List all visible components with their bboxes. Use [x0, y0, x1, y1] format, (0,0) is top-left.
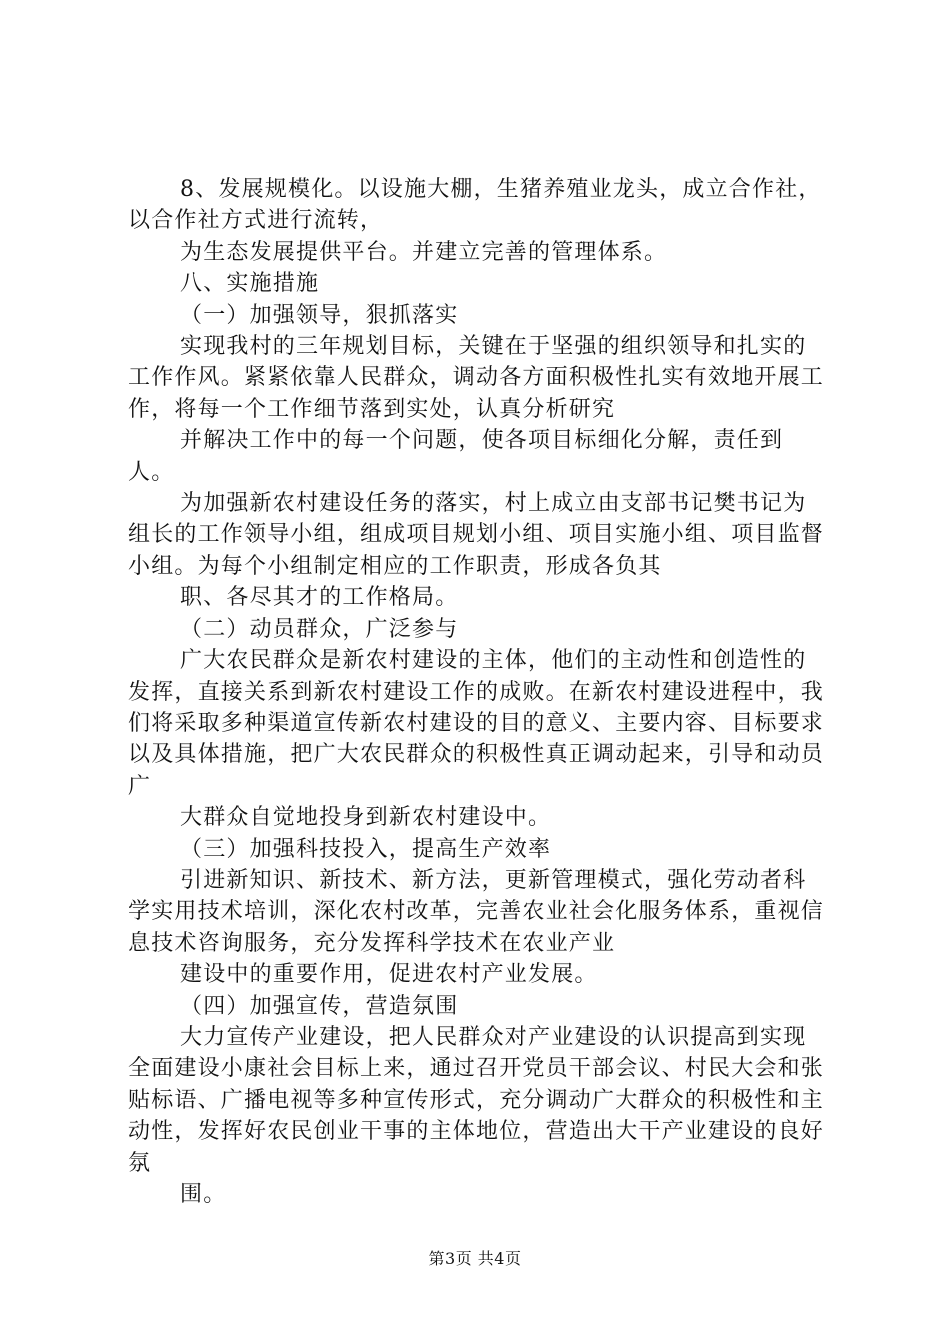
paragraph-continuation: 建设中的重要作用，促进农村产业发展。	[180, 962, 598, 988]
subheading-publicity: （四）加强宣传，营造氛围	[180, 993, 459, 1019]
paragraph-continuation: 大群众自觉地投身到新农村建设中。	[180, 805, 552, 831]
document-body	[128, 174, 828, 1210]
subheading-mobilize: （二）动员群众，广泛参与	[180, 616, 459, 642]
paragraph-mobilize: 广大农民群众是新农村建设的主体，他们的主动性和创造性的发挥，直接关系到新农村建设工作的成败。在新农村建设进程中，我们将采取多种渠道宣传新农村建设的目的意义、主要内容、目标要求以及具体措施，把广大农民群众的积极性真正调动起来，引导和动员广	[128, 648, 825, 799]
section-heading-measures: 八、实施措施	[180, 271, 320, 297]
paragraph-item-8: 8、发展规模化。以设施大棚，生猪养殖业龙头，成立合作社，以合作社方式进行流转，	[128, 177, 822, 234]
paragraph-leadership-1: 实现我村的三年规划目标，关键在于坚强的组织领导和扎实的工作作风。紧紧依靠人民群众，调动各方面积极性扎实有效地开展工作，将每一个工作细节落到实处，认真分析研究	[128, 334, 825, 422]
paragraph-publicity: 大力宣传产业建设，把人民群众对产业建设的认识提高到实现全面建设小康社会目标上来，通过召开党员干部会议、村民大会和张贴标语、广播电视等多种宣传形式，充分调动广大群众的积极性和主动性，发挥好农民创业干事的主体地位，营造出大干产业建设的良好氛	[128, 1024, 825, 1176]
subheading-technology: （三）加强科技投入，提高生产效率	[180, 836, 552, 862]
page-footer: 第3页 共4页	[428, 1249, 522, 1268]
paragraph-continuation: 围。	[180, 1182, 227, 1207]
paragraph-technology: 引进新知识、新技术、新方法，更新管理模式，强化劳动者科学实用技术培训，深化农村改革，完善农业社会化服务体系，重视信息技术咨询服务，充分发挥科学技术在农业产业	[128, 867, 825, 956]
paragraph-continuation: 为生态发展提供平台。并建立完善的管理体系。	[180, 239, 668, 265]
paragraph-continuation: 职、各尽其才的工作格局。	[180, 585, 459, 611]
paragraph-leadership-2: 为加强新农村建设任务的落实，村上成立由支部书记樊书记为组长的工作领导小组，组成项目规划小组、项目实施小组、项目监督小组。为每个小组制定相应的工作职责，形成各负其	[128, 491, 825, 579]
paragraph-continuation: 并解决工作中的每一个问题，使各项目标细化分解，责任到人。	[128, 428, 784, 485]
subheading-leadership: （一）加强领导，狠抓落实	[180, 302, 459, 328]
